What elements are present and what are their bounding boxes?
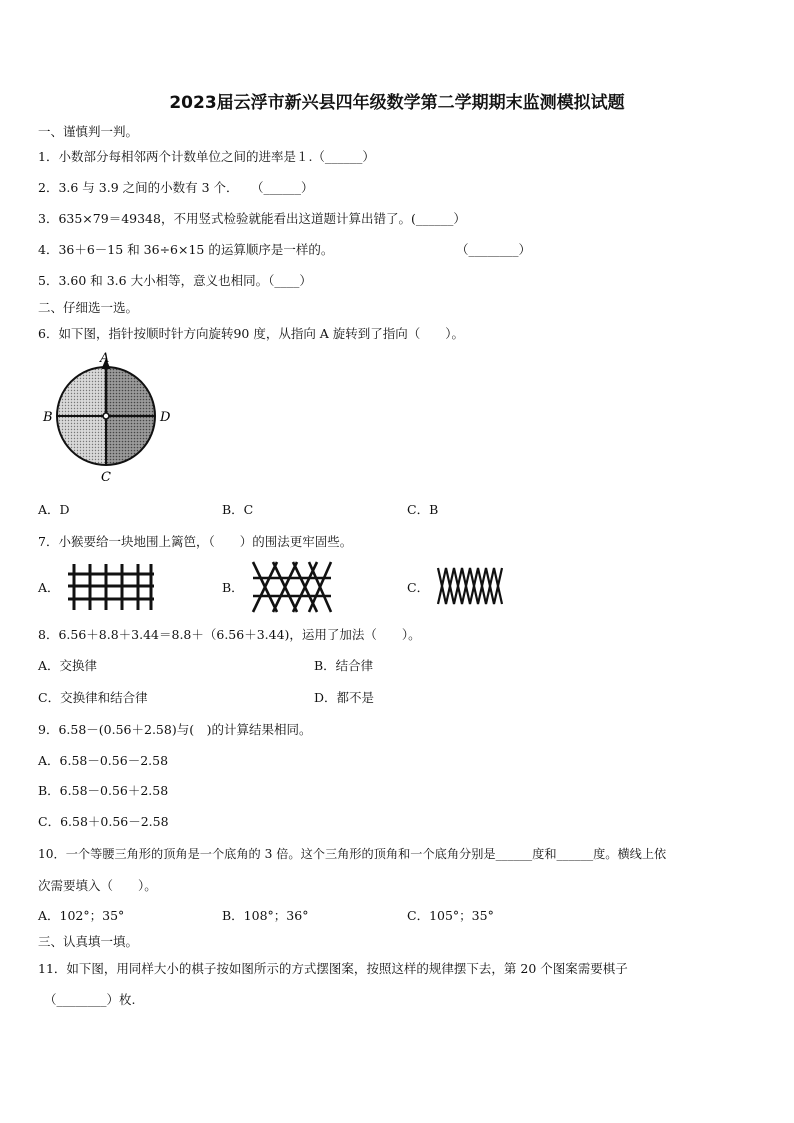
q9-option-a: A．6.58－0.56－2.58: [38, 753, 169, 768]
question-10-line-2: 次需要填入（ ）。: [38, 878, 157, 893]
dial-label-a: A: [100, 351, 110, 366]
q9-option-b: B．6.58－0.56＋2.58: [38, 783, 169, 798]
q7-option-b: B．: [222, 580, 244, 595]
fence-grid-figure: [66, 562, 156, 612]
q7-option-a: A．: [38, 580, 60, 595]
q8-option-d: D．都不是: [314, 690, 375, 705]
q7-option-c: C．: [407, 580, 430, 595]
question-3: 3．635×79＝49348，不用竖式检验就能看出这道题计算出错了。(______）: [38, 211, 466, 226]
dial-label-b: B: [43, 410, 53, 425]
section-heading-fill: 三、认真填一填。: [38, 934, 139, 949]
dial-label-d: D: [160, 410, 171, 425]
q8-option-c: C．交换律和结合律: [38, 690, 148, 705]
dial-figure: [40, 350, 180, 486]
question-6: 6．如下图，指针按顺时针方向旋转90 度，从指向 A 旋转到了指向（ ）。: [38, 326, 465, 341]
question-11-line-1: 11．如下图，用同样大小的棋子按如图所示的方式摆图案，按照这样的规律摆下去，第 20 个图案需要棋子: [38, 961, 628, 976]
question-11-line-2: （________）枚.: [44, 992, 136, 1007]
q8-option-a: A．交换律: [38, 658, 98, 673]
fence-zigzag-figure: [436, 564, 504, 608]
q6-option-b: B．C: [222, 502, 254, 517]
question-7: 7．小猴要给一块地围上篱笆，（ ）的围法更牢固些。: [38, 534, 353, 549]
section-heading-judge: 一、谨慎判一判。: [38, 124, 139, 139]
question-10-line-1: 10．一个等腰三角形的顶角是一个底角的 3 倍。这个三角形的顶角和一个底角分别是______度和______度。横线上依: [38, 847, 667, 861]
question-9: 9．6.58－(0.56＋2.58)与( )的计算结果相同。: [38, 722, 312, 737]
q10-option-a: A．102°；35°: [38, 908, 125, 923]
question-1: 1．小数部分每相邻两个计数单位之间的进率是１.（______）: [38, 149, 375, 164]
question-8: 8．6.56＋8.8＋3.44＝8.8＋（6.56＋3.44)，运用了加法（ ）。: [38, 627, 421, 642]
question-2: 2．3.6 与 3.9 之间的小数有 3 个． （______）: [38, 180, 314, 195]
question-5: 5．3.60 和 3.6 大小相等，意义也相同。（____）: [38, 273, 312, 288]
question-4-blank: （________）: [456, 242, 532, 257]
q6-option-c: C．B: [407, 502, 439, 517]
dial-label-c: C: [101, 470, 111, 485]
q10-option-c: C．105°；35°: [407, 908, 494, 923]
q6-option-a: A．D: [38, 502, 70, 517]
q10-option-b: B．108°；36°: [222, 908, 309, 923]
dial-center: [103, 413, 109, 419]
page-title: 2023届云浮市新兴县四年级数学第二学期期末监测模拟试题: [169, 93, 625, 113]
q9-option-c: C．6.58＋0.56－2.58: [38, 814, 169, 829]
question-4: 4．36＋6－15 和 36÷6×15 的运算顺序是一样的。: [38, 242, 334, 257]
q8-option-b: B．结合律: [314, 658, 374, 673]
section-heading-choose: 二、仔细选一选。: [38, 300, 139, 315]
fence-diagonal-grid-figure: [251, 560, 333, 614]
